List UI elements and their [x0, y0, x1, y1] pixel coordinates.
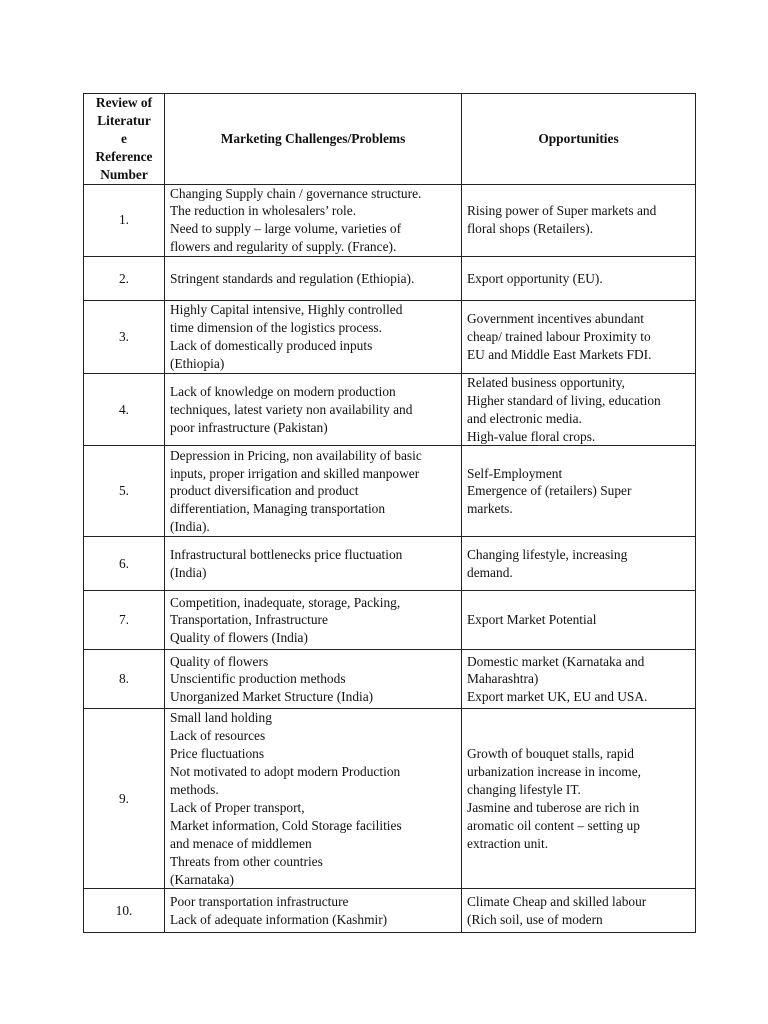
- literature-review-table: [83, 93, 696, 933]
- cell-text-line: (Karnataka): [170, 871, 234, 887]
- cell-text-line: Quality of flowers (India): [170, 630, 308, 646]
- cell-text-line: Threats from other countries: [170, 853, 323, 869]
- opportunities-cell: [462, 591, 696, 650]
- cell-text-line: differentiation, Managing transportation: [170, 501, 386, 517]
- table-row: [84, 537, 696, 591]
- cell-text-line: Lack of domestically produced inputs: [170, 337, 373, 353]
- cell-text-line: The reduction in wholesalers’ role.: [170, 203, 357, 219]
- cell-text-line: Poor transportation infrastructure: [170, 894, 349, 910]
- opportunities-cell: [462, 446, 696, 537]
- opportunities-cell: [462, 650, 696, 709]
- cell-text-line: Export market UK, EU and USA.: [467, 689, 648, 705]
- header-line: Opportunities: [538, 130, 619, 146]
- cell-text-line: Highly Capital intensive, Highly controlled: [170, 302, 403, 318]
- cell-text-line: methods.: [170, 782, 219, 798]
- opportunities-cell: [462, 889, 696, 933]
- cell-text-line: Quality of flowers: [170, 653, 269, 669]
- header-line: Reference: [95, 148, 153, 164]
- table-row: [84, 446, 696, 537]
- challenges-cell: [165, 537, 462, 591]
- cell-text-line: Depression in Pricing, non availability of basic: [170, 447, 422, 463]
- challenges-cell: [165, 184, 462, 257]
- cell-text-line: (Rich soil, use of modern: [467, 911, 603, 927]
- header-line: Review of: [95, 95, 153, 110]
- reference-number-cell: 2.: [84, 257, 165, 301]
- challenges-cell: [165, 709, 462, 889]
- challenges-cell: [165, 301, 462, 374]
- opportunities-cell: [462, 537, 696, 591]
- challenges-cell: [165, 591, 462, 650]
- cell-text-line: Lack of adequate information (Kashmir): [170, 911, 388, 927]
- cell-text-line: extraction unit.: [467, 835, 549, 851]
- table-row: [84, 709, 696, 889]
- cell-text-line: Rising power of Super markets and: [467, 203, 657, 219]
- cell-text-line: demand.: [467, 564, 513, 580]
- reference-number-cell: 7.: [84, 591, 165, 650]
- cell-text-line: Infrastructural bottlenecks price fluctuation: [170, 547, 403, 562]
- cell-text-line: Export Market Potential: [467, 612, 597, 628]
- cell-text-line: Emergence of (retailers) Super: [467, 483, 632, 499]
- cell-text-line: markets.: [467, 501, 513, 517]
- cell-text-line: High-value floral crops.: [467, 428, 596, 444]
- table-row: [84, 301, 696, 374]
- cell-text-line: Unorganized Market Structure (India): [170, 689, 374, 705]
- opportunities-cell: [462, 257, 696, 301]
- header-reference-number: [84, 94, 165, 185]
- opportunities-cell: [462, 184, 696, 257]
- cell-text-line: (India).: [170, 519, 210, 535]
- cell-text-line: Self-Employment: [467, 465, 563, 481]
- challenges-cell: [165, 257, 462, 301]
- reference-number-cell: 3.: [84, 301, 165, 374]
- header-line: Marketing Challenges/Problems: [220, 130, 406, 146]
- cell-text-line: product diversification and product: [170, 483, 359, 499]
- cell-text-line: time dimension of the logistics process.: [170, 320, 382, 336]
- cell-text-line: Price fluctuations: [170, 746, 265, 762]
- reference-number-cell: 6.: [84, 537, 165, 591]
- cell-text-line: Maharashtra): [467, 671, 539, 687]
- cell-text-line: Higher standard of living, education: [467, 392, 661, 408]
- cell-text-line: Climate Cheap and skilled labour: [467, 894, 647, 910]
- cell-text-line: Lack of knowledge on modern production: [170, 383, 396, 399]
- cell-text-line: (Ethiopia): [170, 355, 225, 371]
- opportunities-cell: [462, 709, 696, 889]
- challenges-cell: [165, 446, 462, 537]
- cell-text-line: Domestic market (Karnataka and: [467, 653, 645, 669]
- cell-text-line: Changing lifestyle, increasing: [467, 547, 628, 562]
- cell-text-line: Competition, inadequate, storage, Packing,: [170, 594, 401, 610]
- cell-text-line: floral shops (Retailers).: [467, 221, 594, 237]
- challenges-cell: [165, 373, 462, 446]
- cell-text-line: Government incentives abundant: [467, 311, 645, 327]
- cell-text-line: changing lifestyle IT.: [467, 782, 581, 798]
- cell-text-line: Growth of bouquet stalls, rapid: [467, 746, 634, 762]
- cell-text-line: urbanization increase in income,: [467, 764, 642, 780]
- cell-text-line: Market information, Cold Storage facilities: [170, 817, 402, 833]
- table-row: [84, 591, 696, 650]
- header-line: Number: [100, 166, 148, 182]
- reference-number-cell: 8.: [84, 650, 165, 709]
- cell-text-line: Unscientific production methods: [170, 671, 346, 687]
- cell-text-line: Small land holding: [170, 710, 272, 726]
- cell-text-line: Need to supply – large volume, varieties of: [170, 221, 402, 237]
- header-challenges: [165, 94, 462, 185]
- table-row: [84, 373, 696, 446]
- cell-text-line: EU and Middle East Markets FDI.: [467, 346, 652, 362]
- reference-number-cell: 5.: [84, 446, 165, 537]
- cell-text-line: Not motivated to adopt modern Production: [170, 764, 401, 780]
- cell-text-line: and electronic media.: [467, 410, 582, 426]
- challenges-cell: [165, 889, 462, 933]
- reference-number-cell: 4.: [84, 373, 165, 446]
- reference-number-cell: 1.: [84, 184, 165, 257]
- table-row: [84, 889, 696, 933]
- cell-text-line: inputs, proper irrigation and skilled manpower: [170, 465, 420, 481]
- header-opportunities: [462, 94, 696, 185]
- table-row: [84, 650, 696, 709]
- table-row: [84, 257, 696, 301]
- cell-text-line: Stringent standards and regulation (Ethiopia).: [170, 270, 415, 286]
- cell-text-line: Lack of Proper transport,: [170, 799, 305, 815]
- cell-text-line: Related business opportunity,: [467, 374, 625, 390]
- cell-text-line: aromatic oil content – setting up: [467, 817, 640, 833]
- cell-text-line: Export opportunity (EU).: [467, 270, 603, 286]
- reference-number-cell: 9.: [84, 709, 165, 889]
- cell-text-line: Transportation, Infrastructure: [170, 612, 328, 628]
- cell-text-line: and menace of middlemen: [170, 835, 312, 851]
- cell-text-line: Jasmine and tuberose are rich in: [467, 799, 640, 815]
- cell-text-line: Lack of resources: [170, 728, 266, 744]
- opportunities-cell: [462, 373, 696, 446]
- header-line: e: [121, 130, 127, 146]
- table-row: [84, 184, 696, 257]
- cell-text-line: techniques, latest variety non availability and: [170, 401, 413, 417]
- cell-text-line: flowers and regularity of supply. (France).: [170, 239, 397, 255]
- header-line: Literatur: [97, 112, 151, 128]
- cell-text-line: cheap/ trained labour Proximity to: [467, 329, 651, 345]
- opportunities-cell: [462, 301, 696, 374]
- cell-text-line: poor infrastructure (Pakistan): [170, 419, 328, 435]
- cell-text-line: Changing Supply chain / governance structure.: [170, 185, 422, 201]
- reference-number-cell: 10.: [84, 889, 165, 933]
- table-header-row: [84, 94, 696, 185]
- challenges-cell: [165, 650, 462, 709]
- cell-text-line: (India): [170, 564, 207, 580]
